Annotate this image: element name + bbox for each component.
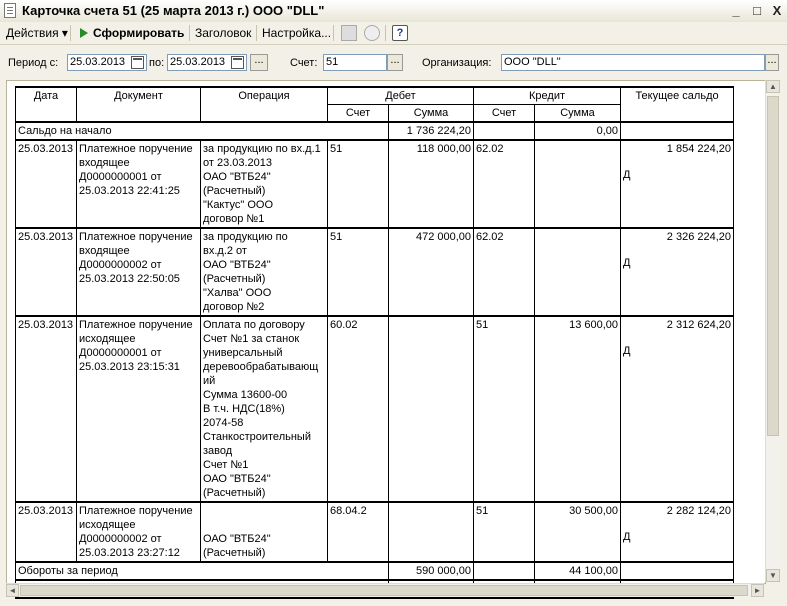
header-row bbox=[16, 87, 734, 105]
row-document-line: 25.03.2013 23:27:12 bbox=[79, 547, 180, 559]
row-operation-line: (Расчетный) bbox=[203, 547, 266, 559]
table-row[interactable] bbox=[16, 228, 734, 316]
row-operation-line: ий bbox=[203, 375, 216, 387]
row-operation-line: за продукцию по вх.д.1 bbox=[203, 143, 321, 155]
opening-credit: 0,00 bbox=[535, 122, 621, 140]
scroll-left-icon[interactable]: ◄ bbox=[6, 584, 19, 597]
row-balance bbox=[621, 140, 734, 228]
parameters-panel bbox=[0, 46, 787, 80]
row-debit-account: 60.02 bbox=[328, 316, 389, 502]
row-balance-amount: 2 312 624,20 bbox=[666, 319, 732, 331]
row-document-line: 25.03.2013 22:50:05 bbox=[79, 273, 180, 285]
row-operation-line: "Кактус" ООО bbox=[203, 199, 274, 211]
row-operation-line: за продукцию по bbox=[203, 231, 288, 243]
row-operation-line: Сумма 13600-00 bbox=[203, 389, 288, 401]
row-document-line: Д0000000002 от bbox=[79, 533, 162, 545]
row-document-line: Платежное поручение bbox=[79, 143, 193, 155]
row-operation-line: Счет №1 за станок bbox=[203, 333, 300, 345]
row-document bbox=[77, 140, 201, 228]
separator bbox=[333, 25, 334, 41]
organization-select-button[interactable]: ... bbox=[765, 54, 779, 71]
period-to-input[interactable] bbox=[167, 54, 247, 71]
toolbar bbox=[0, 22, 787, 45]
turnover-credit: 44 100,00 bbox=[535, 562, 621, 580]
account-label: Счет: bbox=[290, 57, 318, 69]
row-operation-line: универсальный bbox=[203, 347, 283, 359]
row-credit-sum bbox=[535, 140, 621, 228]
row-document-line: 25.03.2013 22:41:25 bbox=[79, 185, 180, 197]
row-balance-amount: 2 282 124,20 bbox=[666, 505, 732, 517]
row-document-line: Платежное поручение bbox=[79, 319, 193, 331]
row-operation bbox=[201, 140, 328, 228]
scroll-up-icon[interactable]: ▲ bbox=[766, 80, 780, 93]
row-operation-line: ОАО "ВТБ24" bbox=[203, 171, 271, 183]
row-balance-type: Д bbox=[623, 257, 631, 269]
row-operation-line: (Расчетный) bbox=[203, 487, 266, 499]
generate-label: Сформировать bbox=[93, 26, 185, 40]
row-credit-sum: 30 500,00 bbox=[535, 502, 621, 562]
row-operation-line: (Расчетный) bbox=[203, 273, 266, 285]
header-credit: Кредит bbox=[474, 87, 621, 105]
row-credit-account: 51 bbox=[474, 502, 535, 562]
period-from-label: Период с: bbox=[8, 57, 59, 69]
row-document-line: Платежное поручение bbox=[79, 505, 193, 517]
row-operation-line: Счет №1 bbox=[203, 459, 249, 471]
row-operation-line: В т.ч. НДС(18%) bbox=[203, 403, 285, 415]
row-operation-line: 2074-58 bbox=[203, 417, 244, 429]
row-balance-type: Д bbox=[623, 169, 631, 181]
row-operation-line: завод bbox=[203, 445, 233, 457]
row-document-line: Д0000000002 от bbox=[79, 259, 162, 271]
turnover-label: Обороты за период bbox=[16, 562, 389, 580]
row-credit-account: 51 bbox=[474, 316, 535, 502]
row-operation-line bbox=[203, 504, 325, 518]
row-credit-account: 62.02 bbox=[474, 228, 535, 316]
row-balance bbox=[621, 228, 734, 316]
row-operation-line: "Халва" ООО bbox=[203, 287, 272, 299]
scroll-thumb[interactable] bbox=[20, 585, 748, 596]
row-document-line: Д0000000001 от bbox=[79, 171, 162, 183]
header-debit: Дебет bbox=[328, 87, 474, 105]
title-bar bbox=[0, 0, 787, 23]
help-button[interactable]: ? bbox=[392, 25, 408, 41]
transaction-rows bbox=[16, 140, 734, 562]
calendar-icon[interactable] bbox=[231, 56, 244, 69]
header-credit-sum: Сумма bbox=[535, 105, 621, 123]
header-document: Документ bbox=[77, 87, 201, 122]
organization-label: Организация: bbox=[422, 57, 492, 69]
row-debit-account: 68.04.2 bbox=[328, 502, 389, 562]
separator bbox=[385, 25, 386, 41]
row-operation-line: ОАО "ВТБ24" bbox=[203, 473, 271, 485]
report-table bbox=[15, 86, 734, 599]
row-operation-line: Станкостроительный bbox=[203, 431, 311, 443]
row-operation-line: ОАО "ВТБ24" bbox=[203, 259, 271, 271]
minimize-button[interactable]: _ bbox=[732, 3, 740, 18]
row-balance-amount: 1 854 224,20 bbox=[666, 143, 732, 155]
row-date: 25.03.2013 bbox=[16, 228, 77, 316]
row-document-line: входящее bbox=[79, 245, 130, 257]
row-operation bbox=[201, 228, 328, 316]
table-row[interactable] bbox=[16, 140, 734, 228]
row-operation-line: (Расчетный) bbox=[203, 185, 266, 197]
account-input[interactable]: 51 bbox=[323, 54, 387, 71]
vertical-scrollbar[interactable] bbox=[765, 80, 780, 582]
generate-button[interactable] bbox=[80, 25, 184, 41]
row-document-line: Платежное поручение bbox=[79, 231, 193, 243]
row-document bbox=[77, 228, 201, 316]
play-icon bbox=[80, 28, 88, 38]
period-to-label: по: bbox=[149, 57, 165, 69]
settings-button[interactable]: Настройка... bbox=[262, 26, 332, 40]
header-date: Дата bbox=[16, 87, 77, 122]
row-operation-line: ОАО "ВТБ24" bbox=[203, 533, 271, 545]
row-debit-account: 51 bbox=[328, 228, 389, 316]
row-balance-amount: 2 326 224,20 bbox=[666, 231, 732, 243]
separator bbox=[189, 25, 190, 41]
turnover-debit: 590 000,00 bbox=[389, 562, 474, 580]
row-operation-line: договор №1 bbox=[203, 213, 265, 225]
opening-balance-row bbox=[16, 122, 734, 140]
document-icon bbox=[4, 3, 16, 18]
opening-debit: 1 736 224,20 bbox=[389, 122, 474, 140]
period-select-button[interactable]: ... bbox=[250, 54, 268, 71]
row-debit-sum: 118 000,00 bbox=[389, 140, 474, 228]
horizontal-scrollbar[interactable] bbox=[6, 583, 764, 597]
row-debit-account: 51 bbox=[328, 140, 389, 228]
row-operation-line: от 23.03.2013 bbox=[203, 157, 273, 169]
period-from-input[interactable] bbox=[67, 54, 147, 71]
refresh-icon[interactable] bbox=[364, 25, 380, 41]
period-to-value: 25.03.2013 bbox=[170, 56, 226, 68]
header-button[interactable]: Заголовок bbox=[195, 26, 252, 40]
header-debit-account: Счет bbox=[328, 105, 389, 123]
header-operation: Операция bbox=[201, 87, 328, 122]
actions-menu[interactable]: Действия ▾ bbox=[6, 26, 68, 40]
row-operation-line bbox=[203, 518, 325, 532]
row-operation-line: деревообрабатывающ bbox=[203, 361, 319, 373]
row-document bbox=[77, 502, 201, 562]
separator bbox=[256, 25, 257, 41]
window-title: Карточка счета 51 (25 марта 2013 г.) ООО "DLL" bbox=[22, 3, 325, 18]
separator bbox=[70, 25, 71, 41]
document-icon[interactable] bbox=[341, 25, 357, 41]
header-balance: Текущее сальдо bbox=[621, 87, 734, 122]
row-balance-type: Д bbox=[623, 531, 631, 543]
period-from-value: 25.03.2013 bbox=[70, 56, 126, 68]
maximize-button[interactable]: □ bbox=[753, 3, 761, 18]
row-operation-line: вх.д.2 от bbox=[203, 245, 247, 257]
account-select-button[interactable]: ... bbox=[387, 54, 403, 71]
calendar-icon[interactable] bbox=[131, 56, 144, 69]
header-credit-account: Счет bbox=[474, 105, 535, 123]
row-balance-type: Д bbox=[623, 345, 631, 357]
row-document-line: исходящее bbox=[79, 519, 136, 531]
row-operation-line: договор №2 bbox=[203, 301, 265, 313]
row-operation-line: Оплата по договору bbox=[203, 319, 305, 331]
row-debit-sum bbox=[389, 316, 474, 502]
header-debit-sum: Сумма bbox=[389, 105, 474, 123]
row-debit-sum bbox=[389, 502, 474, 562]
scroll-down-icon[interactable]: ▼ bbox=[766, 569, 780, 582]
row-debit-sum: 472 000,00 bbox=[389, 228, 474, 316]
row-document-line: 25.03.2013 23:15:31 bbox=[79, 361, 180, 373]
row-date: 25.03.2013 bbox=[16, 140, 77, 228]
close-button[interactable]: X bbox=[772, 3, 782, 18]
organization-input[interactable]: ООО "DLL" bbox=[501, 54, 765, 71]
row-credit-sum: 13 600,00 bbox=[535, 316, 621, 502]
row-operation bbox=[201, 316, 328, 502]
row-date: 25.03.2013 bbox=[16, 316, 77, 502]
table-row[interactable] bbox=[16, 502, 734, 562]
row-date: 25.03.2013 bbox=[16, 502, 77, 562]
row-document bbox=[77, 316, 201, 502]
opening-label: Сальдо на начало bbox=[16, 122, 389, 140]
row-credit-sum bbox=[535, 228, 621, 316]
table-row[interactable] bbox=[16, 316, 734, 502]
row-operation bbox=[201, 502, 328, 562]
scroll-thumb[interactable] bbox=[767, 96, 779, 436]
turnover-row bbox=[16, 562, 734, 580]
row-credit-account: 62.02 bbox=[474, 140, 535, 228]
report-sheet bbox=[6, 80, 766, 584]
row-document-line: исходящее bbox=[79, 333, 136, 345]
row-balance bbox=[621, 502, 734, 562]
scroll-right-icon[interactable]: ► bbox=[751, 584, 764, 597]
row-balance bbox=[621, 316, 734, 502]
row-document-line: входящее bbox=[79, 157, 130, 169]
row-document-line: Д0000000001 от bbox=[79, 347, 162, 359]
